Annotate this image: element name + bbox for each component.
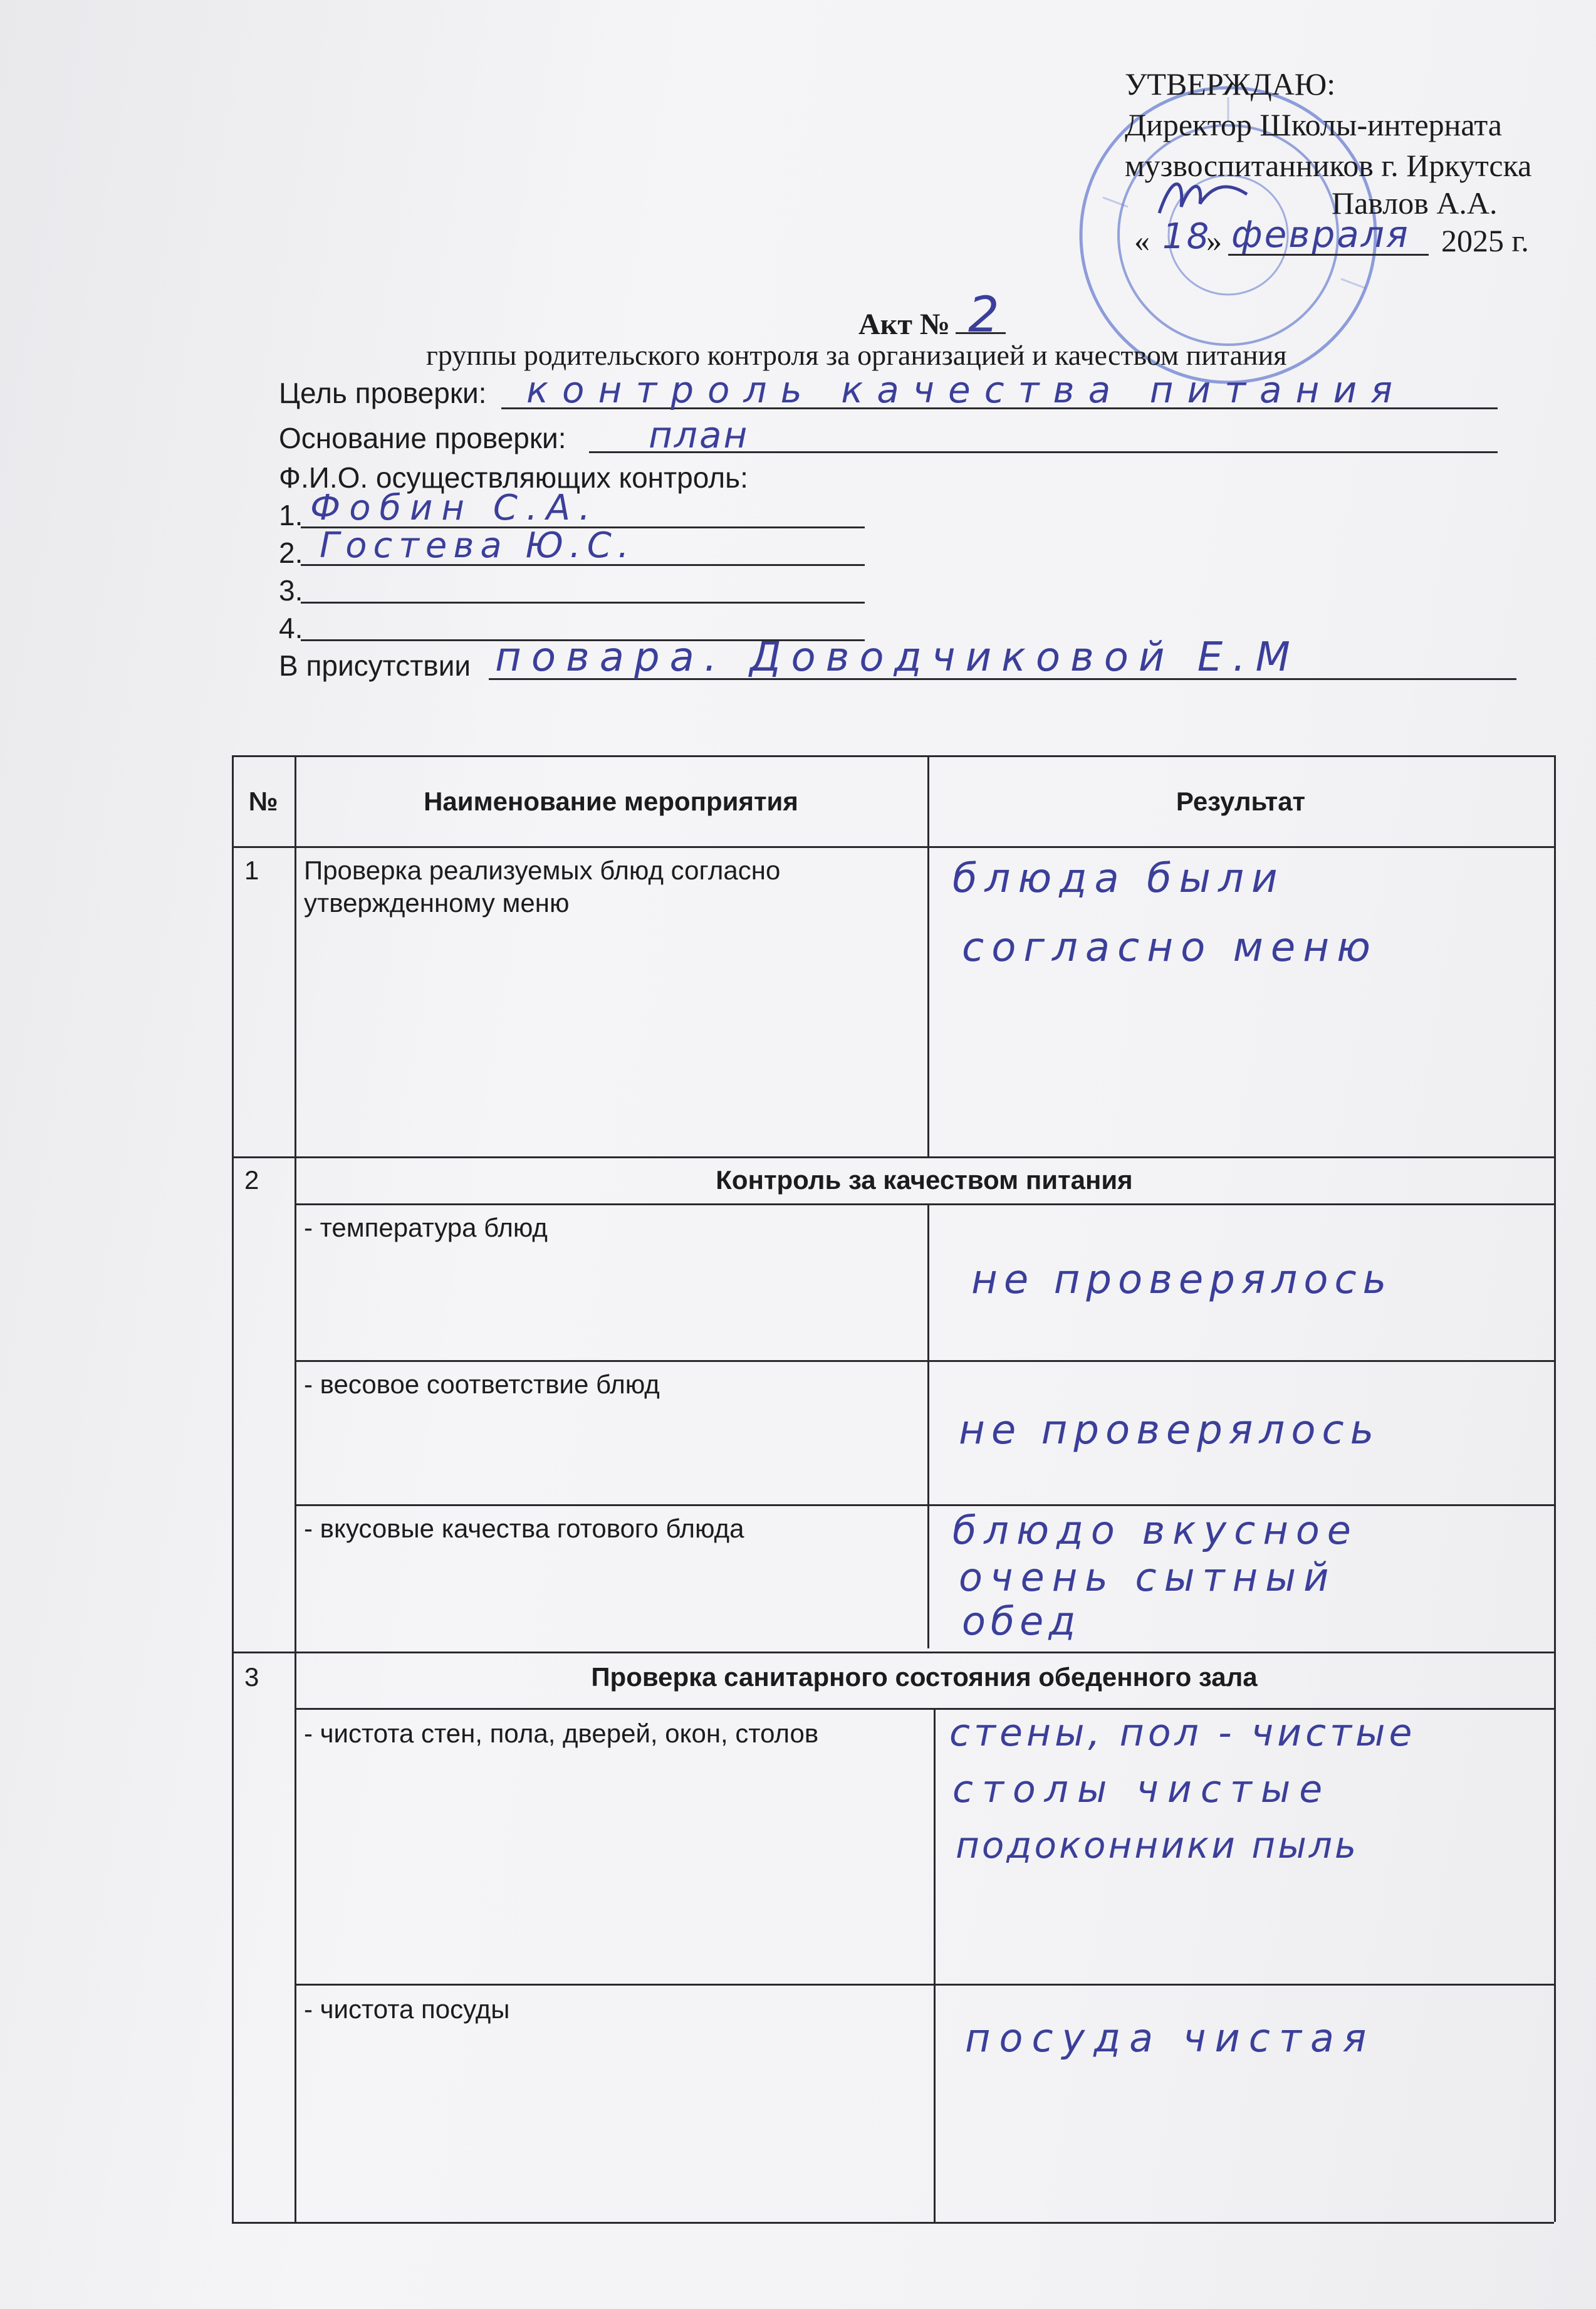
controller-2-num: 2. xyxy=(279,537,303,569)
act-subtitle: группы родительского контроля за организацией и качеством питания xyxy=(426,339,1287,371)
approval-director-line: Директор Школы-интерната xyxy=(1125,107,1502,142)
presence-label: В присутствии xyxy=(279,649,471,682)
table-border-right xyxy=(1554,755,1556,2222)
act-title xyxy=(858,307,950,342)
date-month: февраля xyxy=(1231,213,1410,256)
controller-2-name: Гостева Ю.С. xyxy=(320,525,635,566)
row3-item2-event: - чистота посуды xyxy=(304,1994,510,2024)
act-number: 2 xyxy=(968,287,1001,343)
row1-event: Проверка реализуемых блюд согласно утвержденному меню xyxy=(304,856,781,918)
row2-num: 2 xyxy=(244,1165,259,1195)
controller-1-num: 1. xyxy=(279,499,303,531)
controller-3-num: 3. xyxy=(279,574,303,607)
controller-1-name: Фобин С.А. xyxy=(310,488,599,528)
row3-item1-result-line1: стены, пол - чистые xyxy=(949,1711,1416,1755)
purpose-label: Цель проверки: xyxy=(279,377,487,409)
date-year: 2025 г. xyxy=(1441,223,1529,258)
row1-result-line2: согласно меню xyxy=(962,924,1378,971)
date-open-quote: « xyxy=(1134,223,1150,258)
table-border-left xyxy=(232,755,234,2222)
row3-num: 3 xyxy=(244,1662,259,1692)
table-row2-item2-bottom xyxy=(295,1504,1554,1506)
row3-item2-result: посуда чистая xyxy=(965,2015,1375,2061)
approval-heading: УТВЕРЖДАЮ: xyxy=(1125,66,1336,102)
row2-item3-result-line3: обед xyxy=(962,1598,1081,1644)
row2-item2-result: не проверялось xyxy=(959,1407,1380,1453)
row2-section-title: Контроль за качеством питания xyxy=(716,1165,1133,1195)
row2-item1-event: - температура блюд xyxy=(304,1213,548,1242)
table-row1-bottom xyxy=(232,1156,1554,1158)
row2-item3-result-line1: блюдо вкусное xyxy=(952,1507,1359,1553)
date-day: 18 xyxy=(1162,216,1211,257)
table-col-divider-2c xyxy=(934,1708,936,2222)
header-result: Результат xyxy=(1176,787,1306,816)
header-event: Наименование мероприятия xyxy=(424,787,798,816)
row2-item3-result-line2: очень сытный xyxy=(959,1554,1337,1600)
presence-value: повара. Доводчиковой Е.М xyxy=(495,634,1300,681)
date-close-quote: » xyxy=(1206,223,1222,258)
act-title-prefix: Акт № xyxy=(858,308,951,341)
row1-num: 1 xyxy=(244,856,259,885)
table-row3-section-bottom xyxy=(295,1708,1554,1710)
header-num: № xyxy=(248,787,278,816)
table-header-bottom xyxy=(232,846,1554,848)
table-border-top xyxy=(232,755,1554,757)
row3-section-title: Проверка санитарного состояния обеденного зала xyxy=(591,1662,1258,1692)
table-col-divider-2b xyxy=(927,1203,929,1648)
controller-4-num: 4. xyxy=(279,612,303,644)
row3-item1-event: - чистота стен, пола, дверей, окон, столов xyxy=(304,1719,819,1748)
table-row2-item1-bottom xyxy=(295,1360,1554,1362)
table-row2-bottom xyxy=(232,1652,1554,1653)
controller-3-line xyxy=(301,602,865,604)
table-border-bottom xyxy=(232,2222,1554,2224)
purpose-value: контроль качества питания xyxy=(526,369,1407,411)
table-row2-section-bottom xyxy=(295,1203,1554,1205)
inspection-table xyxy=(232,755,1554,2222)
act-number-line xyxy=(956,332,1006,334)
row2-item1-result: не проверялось xyxy=(971,1257,1393,1303)
date-month-line xyxy=(1228,254,1429,256)
row3-item1-result-line2: столы чистые xyxy=(952,1767,1332,1811)
controllers-label: Ф.И.О. осуществляющих контроль: xyxy=(279,461,748,494)
basis-label: Основание проверки: xyxy=(279,422,566,454)
table-row3-item1-bottom xyxy=(295,1984,1554,1986)
basis-value: план xyxy=(649,414,749,456)
approval-school-line: музвоспитанников г. Иркутска xyxy=(1125,148,1532,183)
row2-item2-event: - весовое соответствие блюд xyxy=(304,1369,660,1399)
row3-item1-result-line3: подоконники пыль xyxy=(956,1824,1359,1867)
row1-result-line1: блюда были xyxy=(952,856,1285,902)
approval-signature-name: Павлов А.А. xyxy=(1332,186,1498,221)
row2-item3-event: - вкусовые качества готового блюда xyxy=(304,1514,744,1543)
table-col-divider-1 xyxy=(295,755,296,2222)
